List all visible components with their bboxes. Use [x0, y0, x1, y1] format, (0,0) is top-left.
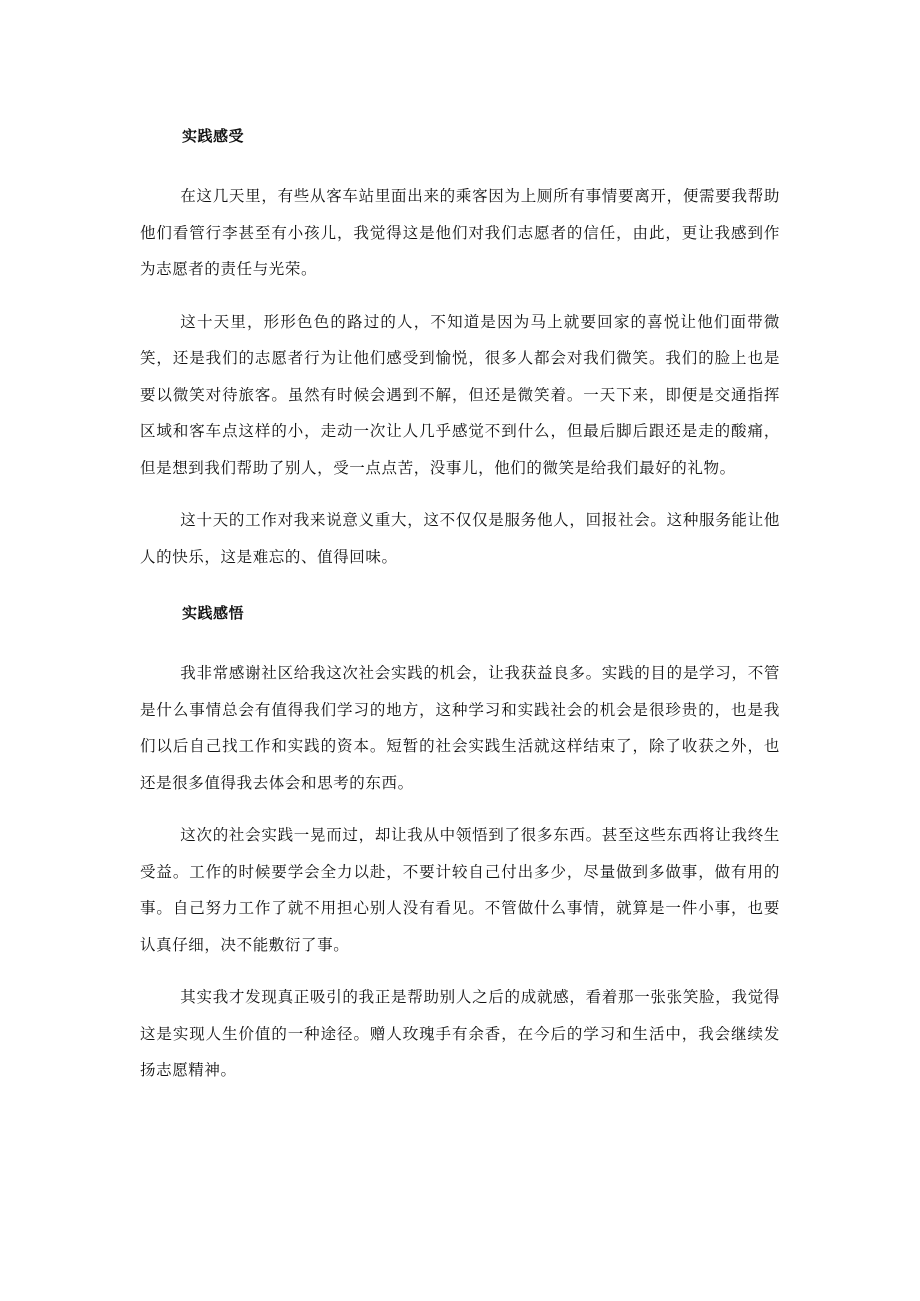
paragraph: 这十天里，形形色色的路过的人，不知道是因为马上就要回家的喜悦让他们面带微笑，还是我们的志愿者行为让他们感受到愉悦，很多人都会对我们微笑。我们的脸上也是要以微笑对待旅客。虽然有时候会遇到不解，但还是微笑着。一天下来，即便是交通指挥区域和客车点这样的小，走动一次让人几乎感觉不到什么，但最后脚后跟还是走的酸痛，但是想到我们帮助了别人，受一点点苦，没事儿，他们的微笑是给我们最好的礼物。 [140, 312, 780, 477]
section-heading-practice-insights: 实践感悟 [182, 604, 245, 622]
paragraph: 这次的社会实践一晃而过，却让我从中领悟到了很多东西。甚至这些东西将让我终生受益。工作的时候要学会全力以赴，不要计较自己付出多少，尽量做到多做事，做有用的事。自己努力工作了就不用担心别人没有看见。不管做什么事情，就算是一件小事，也要认真仔细，决不能敷衍了事。 [140, 826, 780, 954]
paragraph: 我非常感谢社区给我这次社会实践的机会，让我获益良多。实践的目的是学习，不管是什么事情总会有值得我们学习的地方，这种学习和实践社会的机会是很珍贵的，也是我们以后自己找工作和实践的资本。短暂的社会实践生活就这样结束了，除了收获之外，也还是很多值得我去体会和思考的东西。 [140, 664, 780, 792]
paragraph: 这十天的工作对我来说意义重大，这不仅仅是服务他人，回报社会。这种服务能让他人的快乐，这是难忘的、值得回味。 [140, 511, 780, 566]
paragraph: 在这几天里，有些从客车站里面出来的乘客因为上厕所有事情要离开，便需要我帮助他们看管行李甚至有小孩儿，我觉得这是他们对我们志愿者的信任，由此，更让我感到作为志愿者的责任与光荣。 [140, 187, 780, 278]
paragraph: 其实我才发现真正吸引的我正是帮助别人之后的成就感，看着那一张张笑脸，我觉得这是实现人生价值的一种途径。赠人玫瑰手有余香，在今后的学习和生活中，我会继续发扬志愿精神。 [140, 988, 780, 1079]
section-heading-practice-feelings: 实践感受 [182, 127, 245, 145]
document-body [140, 118, 780, 1105]
